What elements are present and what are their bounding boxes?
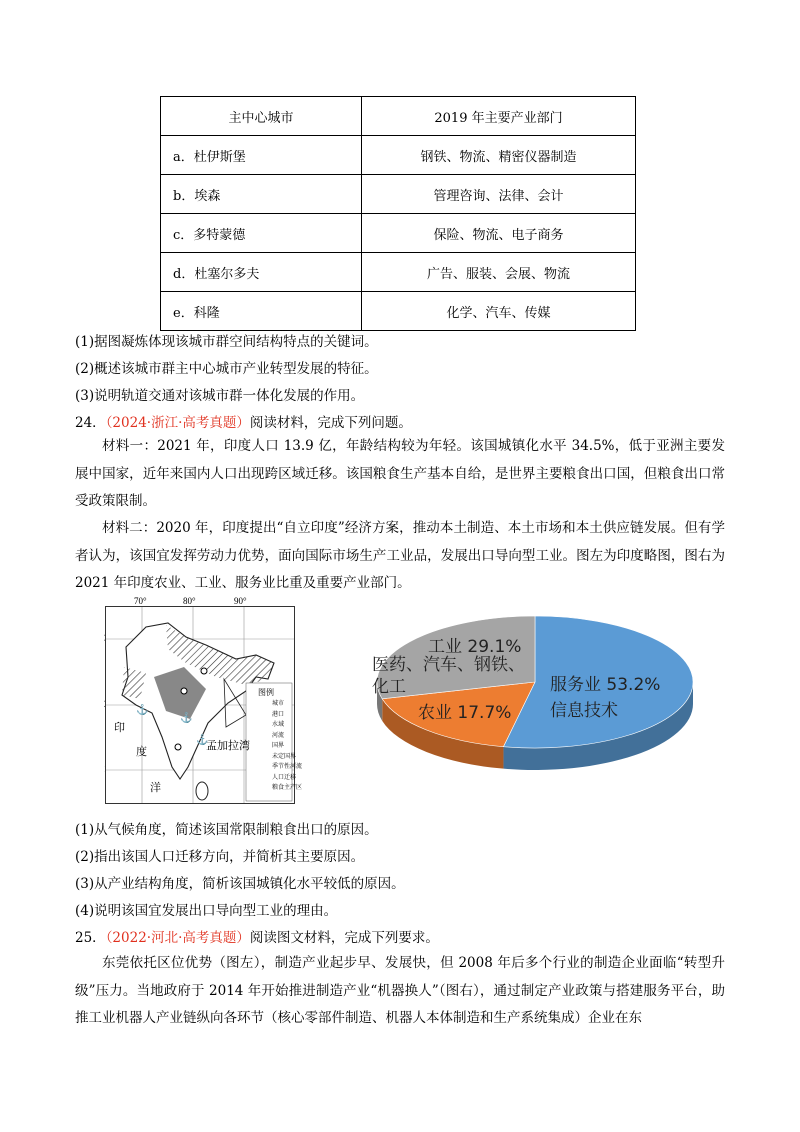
map-frame [105, 606, 303, 804]
table-cell-industry: 化学、汽车、传媒 [362, 292, 636, 331]
q24-item-4: (4)说明该国宜发展出口导向型工业的理由。 [75, 903, 338, 919]
q24-header [75, 411, 412, 431]
legend-item: 河流 [272, 732, 285, 739]
table-row [161, 136, 636, 175]
table-cell-city: d．杜塞尔多夫 [161, 253, 362, 292]
industry-pie-chart [370, 610, 700, 780]
svg-text:⚓: ⚓ [180, 713, 193, 724]
lon-tick: 70° [134, 596, 147, 606]
q23-item-1: (1)据图凝炼体现该城市群空间结构特点的关键词。 [75, 334, 378, 350]
q23-item-3: (3)说明轨道交通对该城市群一体化发展的作用。 [75, 388, 365, 404]
map-drawing [106, 607, 303, 803]
svg-text:⚓: ⚓ [196, 735, 209, 746]
table-cell-industry: 广告、服装、会展、物流 [362, 253, 636, 292]
pie-label-services: 服务业 53.2% [550, 675, 661, 695]
table-cell-city: a．杜伊斯堡 [161, 136, 362, 175]
pie-label-industry: 工业 29.1% [428, 637, 522, 657]
sea-label: 洋 [150, 782, 161, 794]
svg-text:⚓: ⚓ [136, 705, 149, 716]
sea-label: 印 [114, 722, 125, 734]
q24-material-1: 材料一：2021 年，印度人口 13.9 亿，年龄结构较为年轻。该国城镇化水平 34.5%，低于亚洲主要发展中国家，近年来国内人口出现跨区域迁移。该国粮食生产基本自给，是世界主要粮食出口国，但粮食出口常受政策限制。 [75, 438, 725, 509]
table-row [161, 292, 636, 331]
question-prompt: 阅读材料，完成下列问题。 [249, 415, 412, 431]
table-cell-city: b．埃森 [161, 175, 362, 214]
q24-item-1: (1)从气候角度，简述该国常限制粮食出口的原因。 [75, 822, 378, 838]
table-cell-industry: 管理咨询、法律、会计 [362, 175, 636, 214]
legend-item: 港口 [272, 711, 285, 718]
legend-item: 城市 [272, 701, 285, 707]
table-row [161, 214, 636, 253]
table-header-industry: 2019 年主要产业部门 [362, 97, 636, 136]
table-row [161, 175, 636, 214]
question-number: 24． [75, 415, 106, 431]
legend-item: 粮食主产区 [272, 785, 303, 791]
map-legend [272, 699, 303, 794]
table-header-row [161, 97, 636, 136]
question-source: （2022·河北·高考真题） [105, 930, 250, 946]
question-number: 25． [75, 930, 106, 946]
legend-item: 季节性河流 [272, 764, 303, 770]
q24-item-3: (3)从产业结构角度，简析该国城镇化水平较低的原因。 [75, 876, 405, 892]
legend-item: 国界 [272, 743, 285, 749]
pie-detail-industry: 医药、汽车、钢铁、化工 [372, 655, 525, 697]
sea-label: 度 [136, 746, 147, 758]
city-industry-table [160, 96, 636, 331]
legend-item: 未定国界 [272, 753, 297, 760]
legend-title: 图例 [258, 688, 274, 697]
lon-tick: 90° [234, 596, 247, 606]
table-cell-industry: 保险、物流、电子商务 [362, 214, 636, 253]
lon-tick: 80° [183, 596, 196, 606]
pie-label-agriculture: 农业 17.7% [418, 703, 512, 723]
q24-item-2: (2)指出该国人口迁移方向，并简析其主要原因。 [75, 849, 365, 865]
sea-label: 孟加拉湾 [206, 740, 250, 752]
q24-material-2: 材料二：2020 年，印度提出“自立印度”经济方案，推动本土制造、本土市场和本土供应链发展。但有学者认为，该国宜发挥劳动力优势，面向国际市场生产工业品，发展出口导向型工业。图左为印度略图，图右为 2021 年印度农业、工业、服务业比重及重要产业部门。 [75, 520, 725, 591]
table-header-city: 主中心城市 [161, 97, 362, 136]
table-row [161, 253, 636, 292]
pie-detail-services: 信息技术 [550, 701, 618, 721]
q25-header [75, 926, 439, 946]
question-prompt: 阅读图文材料，完成下列要求。 [249, 930, 439, 946]
table-cell-industry: 钢铁、物流、精密仪器制造 [362, 136, 636, 175]
q25-text: 东莞依托区位优势（图左），制造产业起步早、发展快，但 2008 年后多个行业的制造企业面临“转型升级”压力。当地政府于 2014 年开始推进制造产业“机器换人”（图右），通过制定产业政策与搭建服务平台，助推工业机器人产业链纵向各环节（核心零部件制造、机器人本体制造和生产系统集成）企业在东 [75, 955, 725, 1026]
question-source: （2024·浙江·高考真题） [105, 415, 250, 431]
legend-item: 水域 [272, 722, 285, 728]
table-cell-city: e．科隆 [161, 292, 362, 331]
q23-item-2: (2)概述该城市群主中心城市产业转型发展的特征。 [75, 361, 378, 377]
table-cell-city: c．多特蒙德 [161, 214, 362, 253]
legend-item: 人口迁移 [272, 774, 297, 781]
